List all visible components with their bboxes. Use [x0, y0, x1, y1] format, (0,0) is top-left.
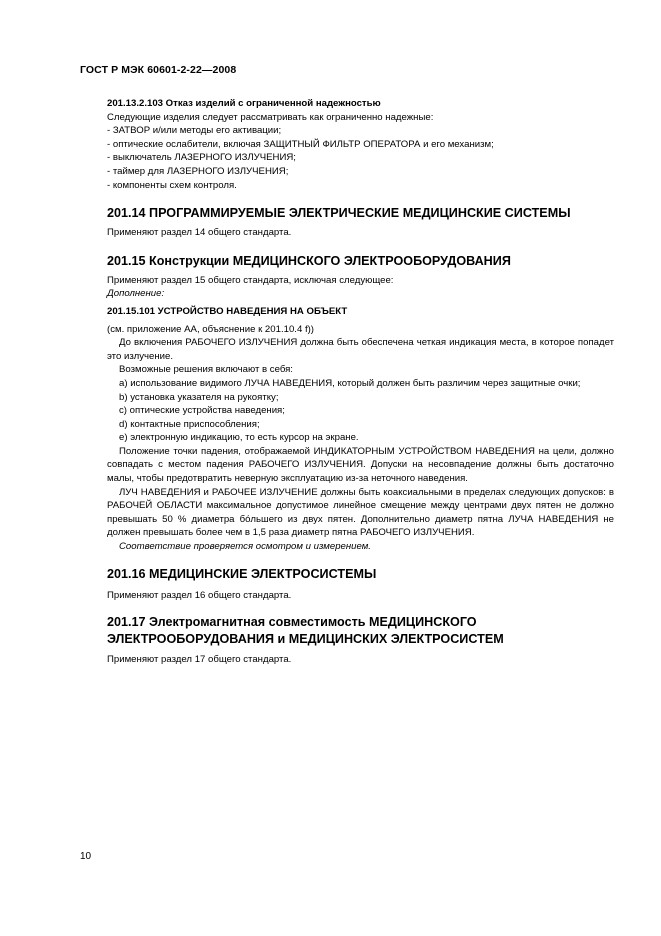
section-title-201-15: 201.15 Конструкции МЕДИЦИНСКОГО ЭЛЕКТРООБОРУДОВАНИЯ [107, 253, 511, 268]
list-item: e) электронную индикацию, то есть курсор на экране. [119, 432, 359, 444]
list-item: - оптические ослабители, включая ЗАЩИТНЫЙ ФИЛЬТР ОПЕРАТОРА и его механизм; [107, 138, 494, 150]
list-item: b) установка указателя на рукоятку; [119, 391, 279, 403]
subsection-title-201-15-101: 201.15.101 УСТРОЙСТВО НАВЕДЕНИЯ НА ОБЪЕКТ [107, 305, 348, 317]
reference-note: (см. приложение АА, объяснение к 201.10.4 f)) [107, 323, 315, 335]
section-title-201-17: 201.17 Электромагнитная совместимость МЕДИЦИНСКОГО ЭЛЕКТРООБОРУДОВАНИЯ и МЕДИЦИНСКИХ ЭЛЕКТРОСИСТЕМ [107, 615, 504, 647]
paragraph: Положение точки падения, отображаемой ИНДИКАТОРНЫМ УСТРОЙСТВОМ НАВЕДЕНИЯ на цели, должно совпадать с местом падения РАБОЧЕГО ИЗЛУЧЕНИЯ. Допуски на несовпадение должны быть достаточно малы, чтобы предотвратить неверную эксплуатацию из-за неточного наведения. [107, 445, 614, 485]
paragraph: Применяют раздел 14 общего стандарта. [107, 227, 292, 239]
list-item: - компоненты схем контроля. [107, 179, 237, 191]
paragraph: До включения РАБОЧЕГО ИЗЛУЧЕНИЯ должна быть обеспечена четкая индикация места, в которое попадет это излучение. [107, 337, 614, 362]
list-item: - таймер для ЛАЗЕРНОГО ИЗЛУЧЕНИЯ; [107, 165, 289, 177]
list-item: - выключатель ЛАЗЕРНОГО ИЗЛУЧЕНИЯ; [107, 152, 296, 164]
paragraph: ЛУЧ НАВЕДЕНИЯ и РАБОЧЕЕ ИЗЛУЧЕНИЕ должны быть коаксиальными в пределах следующих допусков: в РАБОЧЕЙ ОБЛАСТИ максимальное допустимое линейное смещение между центрами двух пятен не должно превышать 50 % диаметра бо́льшего из двух пятен. Дополнительно диаметр пятна ЛУЧА НАВЕДЕНИЯ не должен превышать более чем в 1,5 раза диаметр пятна РАБОЧЕГО ИЗЛУЧЕНИЯ. [107, 486, 614, 539]
list-item: - ЗАТВОР и/или методы его активации; [107, 125, 282, 137]
paragraph: Применяют раздел 16 общего стандарта. [107, 589, 292, 601]
list-item: a) использование видимого ЛУЧА НАВЕДЕНИЯ, который должен быть различим через защитные очки; [119, 377, 581, 389]
section-title-201-14: 201.14 ПРОГРАММИРУЕМЫЕ ЭЛЕКТРИЧЕСКИЕ МЕДИЦИНСКИЕ СИСТЕМЫ [107, 206, 571, 221]
addition-label: Дополнение: [107, 288, 165, 300]
paragraph: Применяют раздел 15 общего стандарта, исключая следующее: [107, 274, 394, 286]
document-header: ГОСТ Р МЭК 60601-2-22—2008 [80, 64, 237, 76]
page-number: 10 [80, 851, 92, 862]
paragraph: Возможные решения включают в себя: [119, 364, 293, 376]
subsection-title-201-13-2-103: 201.13.2.103 Отказ изделий с ограниченной надежностью [107, 98, 381, 109]
page-content [107, 97, 614, 667]
section-title-201-16: 201.16 МЕДИЦИНСКИЕ ЭЛЕКТРОСИСТЕМЫ [107, 566, 377, 581]
list-item: d) контактные приспособления; [119, 418, 260, 430]
paragraph: Следующие изделия следует рассматривать как ограниченно надежные: [107, 111, 434, 123]
paragraph: Применяют раздел 17 общего стандарта. [107, 654, 292, 666]
compliance-check: Соответствие проверяется осмотром и измерением. [119, 541, 371, 553]
list-item: c) оптические устройства наведения; [119, 405, 285, 417]
